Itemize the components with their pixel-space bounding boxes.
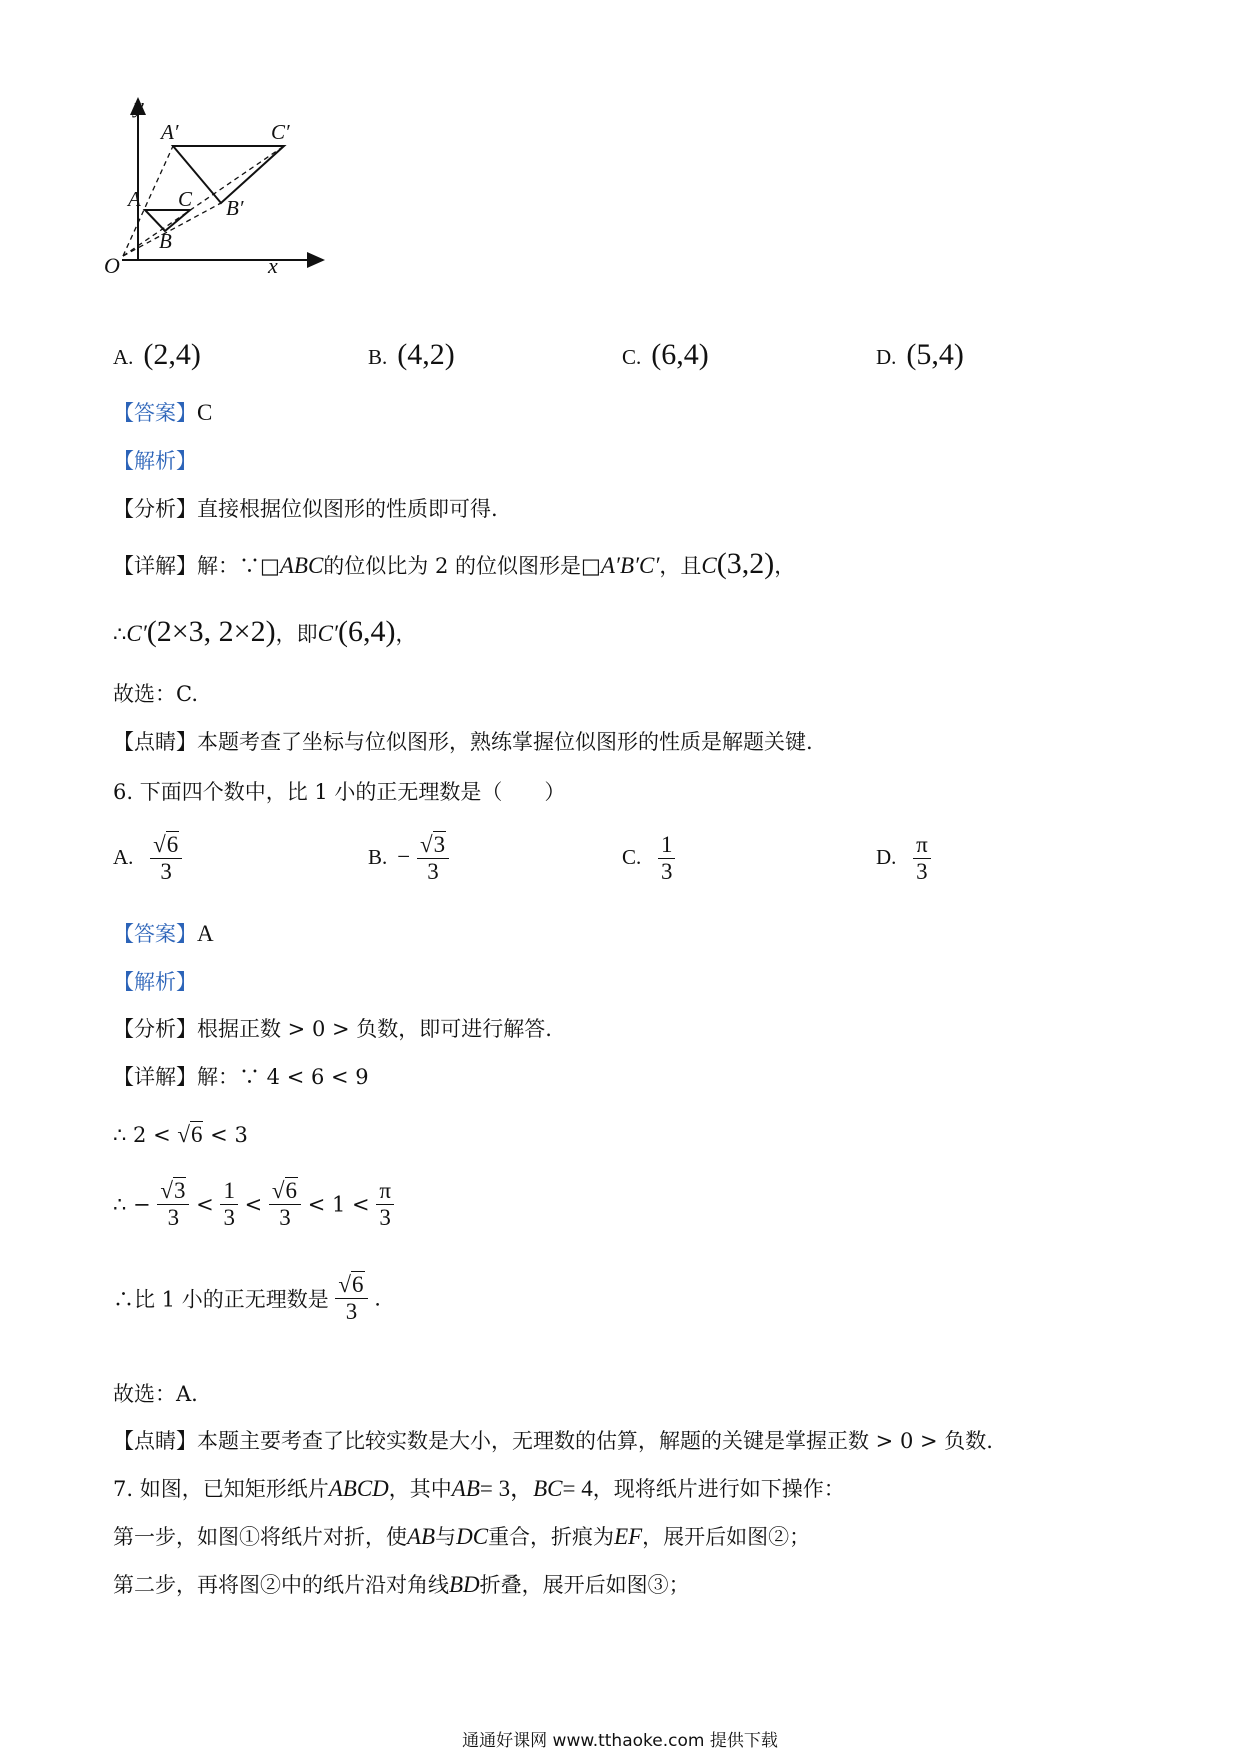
label-o: O: [104, 253, 120, 278]
q6-option-c: C. $\frac{1}{3}$: [622, 832, 675, 885]
label-y: y: [134, 93, 144, 118]
q5-analysis-tag: 【解析】: [113, 449, 197, 473]
q5-option-c: C. (6,4): [622, 338, 709, 371]
label-a2: A′: [161, 120, 179, 144]
page-footer: 通通好课网 www.tthaoke.com 提供下载: [462, 1731, 778, 1751]
q6-step4: ∴比 1 小的正无理数是 $\frac{√6}{3}$ .: [113, 1272, 381, 1324]
q6-step2: ∴ 2 < √6 < 3: [113, 1122, 248, 1147]
q5-detail-line1: 【详解】解：∵□ABC的位似比为 2 的位似图形是□A′B′C′，且C(3,2)，: [113, 547, 796, 580]
q5-fenxi: 【分析】直接根据位似图形的性质即可得.: [113, 497, 498, 521]
q6-step3: ∴ − $\frac{√3}{3}$ < $\frac{1}{3}$ < $\frac{√6}{3}$ < 1 < $\frac{\pi}{3}$: [113, 1178, 394, 1231]
q7-line3: 第二步，再将图②中的纸片沿对角线BD折叠，展开后如图③；: [113, 1572, 690, 1597]
q5-choose: 故选：C.: [113, 682, 198, 706]
triangle-abc: [145, 210, 190, 231]
q6-stem: 6. 下面四个数中，比 1 小的正无理数是（ ）: [113, 780, 566, 804]
q6-option-b: B. − $\frac{√3}{3}$: [368, 832, 449, 885]
q6-analysis-tag: 【解析】: [113, 970, 197, 994]
ray-o-c2: [123, 146, 284, 256]
q6-fenxi: 【分析】根据正数 > 0 > 负数，即可进行解答.: [113, 1017, 552, 1041]
label-x: x: [268, 253, 278, 278]
coordinate-figure: [104, 93, 338, 310]
q7-line2: 第一步，如图①将纸片对折，使AB与DC重合，折痕为EF，展开后如图②；: [113, 1524, 811, 1549]
label-b: B: [159, 229, 172, 253]
q5-option-b: B. (4,2): [368, 338, 455, 371]
q5-detail-line2: ∴C′(2×3, 2×2)，即C′(6,4)，: [113, 615, 417, 648]
label-c: C: [178, 187, 193, 211]
q6-detail: 【详解】解：∵ 4 < 6 < 9: [113, 1065, 369, 1089]
label-b2: B′: [226, 196, 244, 220]
q6-answer: 【答案】A: [113, 921, 214, 946]
q6-choose: 故选：A.: [113, 1382, 198, 1406]
label-a: A: [128, 187, 141, 211]
q7-line1: 7. 如图，已知矩形纸片ABCD，其中AB= 3，BC= 4，现将纸片进行如下操作：: [113, 1476, 845, 1501]
q5-comment: 【点睛】本题考查了坐标与位似图形，熟练掌握位似图形的性质是解题关键.: [113, 730, 813, 754]
q6-option-a: A. $\frac{√6}{3}$: [113, 832, 182, 885]
label-c2: C′: [271, 120, 290, 144]
q5-option-a: A. (2,4): [113, 338, 201, 371]
q6-comment: 【点睛】本题主要考查了比较实数是大小，无理数的估算，解题的关键是掌握正数 > 0 > 负数.: [113, 1429, 993, 1453]
q5-answer: 【答案】C: [113, 400, 213, 425]
q6-option-d: D. $\frac{\pi}{3}$: [876, 832, 931, 885]
q5-option-d: D. (5,4): [876, 338, 964, 371]
